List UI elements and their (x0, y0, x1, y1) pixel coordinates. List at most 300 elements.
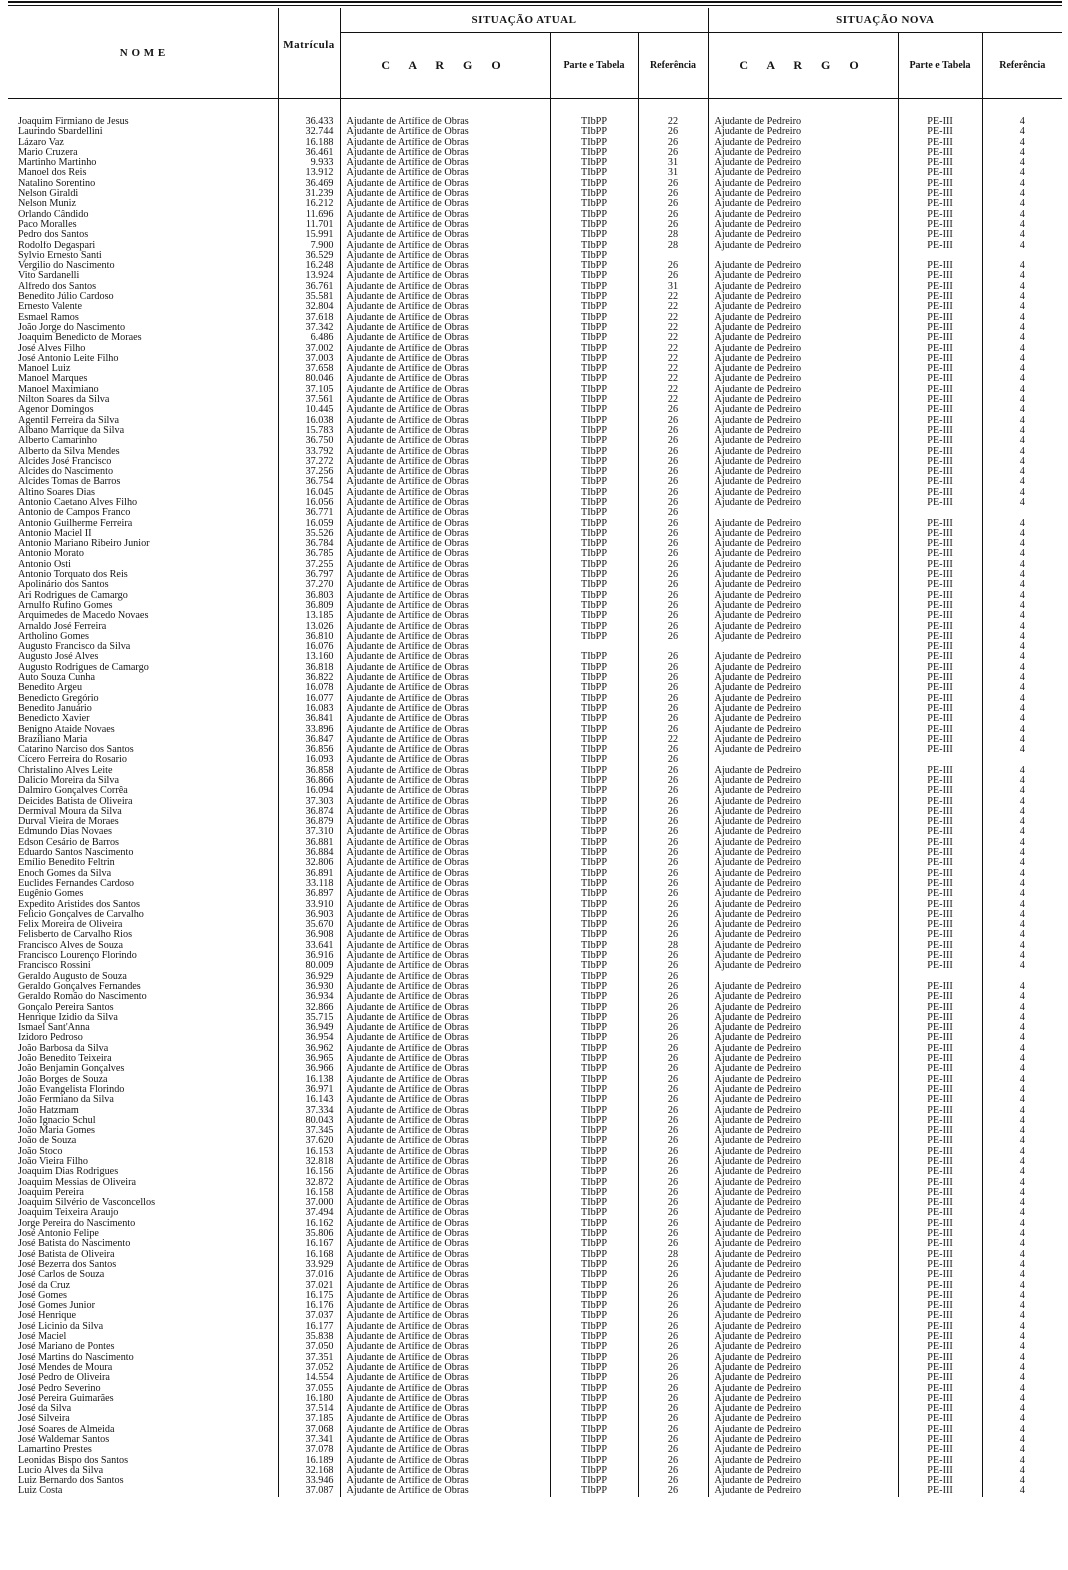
row-cargo-nova: Ajudante de Pedreiro (708, 1373, 898, 1383)
row-parte-nova: PE-III (898, 1167, 982, 1177)
row-referencia-atual: 26 (638, 1445, 708, 1455)
row-matricula: 37.052 (278, 1363, 340, 1373)
table-row (8, 1239, 1062, 1249)
row-nome: Deicides Batista de Oliveira (18, 796, 133, 807)
row-referencia-atual: 26 (638, 1178, 708, 1188)
row-referencia-nova (982, 251, 1062, 261)
row-nome: José Licinio da Silva (18, 1321, 104, 1332)
row-nome: José Silveira (18, 1414, 70, 1425)
row-parte-nova: PE-III (898, 1414, 982, 1424)
row-cargo-nova: Ajudante de Pedreiro (708, 838, 898, 848)
row-parte-nova: PE-III (898, 1301, 982, 1311)
row-parte-atual: TIbPP (550, 158, 638, 168)
row-parte-nova: PE-III (898, 807, 982, 817)
row-referencia-atual: 26 (638, 910, 708, 920)
row-parte-nova: PE-III (898, 199, 982, 209)
row-nome: José Mariano de Pontes (18, 1342, 115, 1353)
table-row (8, 488, 1062, 498)
row-referencia-nova: 4 (982, 271, 1062, 281)
row-nome: José Pedro Severino (18, 1383, 101, 1394)
table-row (8, 652, 1062, 662)
row-matricula: 36.949 (278, 1023, 340, 1033)
row-parte-atual: TIbPP (550, 1054, 638, 1064)
row-parte-nova: PE-III (898, 292, 982, 302)
table-row (8, 930, 1062, 940)
row-referencia-atual: 26 (638, 992, 708, 1002)
row-cargo-atual: Ajudante de Artífice de Obras (340, 189, 550, 199)
row-parte-nova: PE-III (898, 1322, 982, 1332)
row-cargo-nova: Ajudante de Pedreiro (708, 570, 898, 580)
row-cargo-atual: Ajudante de Artífice de Obras (340, 1281, 550, 1291)
table-row (8, 611, 1062, 621)
row-parte-nova: PE-III (898, 1188, 982, 1198)
table-row (8, 1198, 1062, 1208)
row-nome: Orlando Cândido (18, 209, 89, 220)
row-referencia-atual: 26 (638, 1044, 708, 1054)
table-row (8, 477, 1062, 487)
row-cargo-atual: Ajudante de Artífice de Obras (340, 673, 550, 683)
row-parte-nova: PE-III (898, 704, 982, 714)
row-cargo-atual: Ajudante de Artífice de Obras (340, 138, 550, 148)
row-cargo-atual: Ajudante de Artífice de Obras (340, 158, 550, 168)
row-referencia-atual: 28 (638, 941, 708, 951)
row-parte-nova: PE-III (898, 1064, 982, 1074)
table-row (8, 694, 1062, 704)
row-matricula: 33.118 (278, 879, 340, 889)
row-referencia-atual: 26 (638, 1322, 708, 1332)
row-nome: Antonio Torquato dos Reis (18, 570, 128, 581)
table-row (8, 1291, 1062, 1301)
row-referencia-nova: 4 (982, 1188, 1062, 1198)
row-cargo-nova: Ajudante de Pedreiro (708, 1003, 898, 1013)
table-row (8, 354, 1062, 364)
row-matricula: 32.806 (278, 858, 340, 868)
row-matricula: 36.841 (278, 714, 340, 724)
row-cargo-nova: Ajudante de Pedreiro (708, 601, 898, 611)
row-parte-nova: PE-III (898, 1106, 982, 1116)
row-parte-atual: TIbPP (550, 1281, 638, 1291)
row-parte-nova: PE-III (898, 694, 982, 704)
row-parte-nova: PE-III (898, 1157, 982, 1167)
row-parte-atual: TIbPP (550, 951, 638, 961)
row-nome: Catarino Narciso dos Santos (18, 745, 134, 756)
row-referencia-atual: 26 (638, 580, 708, 590)
row-nome: Antonio Osti (18, 559, 71, 570)
row-parte-nova: PE-III (898, 1178, 982, 1188)
row-referencia-nova: 4 (982, 1476, 1062, 1486)
table-row (8, 1157, 1062, 1167)
row-parte-atual: TIbPP (550, 1291, 638, 1301)
row-parte-atual: TIbPP (550, 694, 638, 704)
row-cargo-atual: Ajudante de Artífice de Obras (340, 457, 550, 467)
row-parte-atual: TIbPP (550, 652, 638, 662)
row-referencia-atual: 26 (638, 900, 708, 910)
row-parte-atual: TIbPP (550, 1219, 638, 1229)
table-row (8, 580, 1062, 590)
row-referencia-nova: 4 (982, 1445, 1062, 1455)
row-matricula: 13.185 (278, 611, 340, 621)
row-parte-nova: PE-III (898, 951, 982, 961)
row-nome: Lucio Alves da Silva (18, 1465, 104, 1476)
table-row (8, 1116, 1062, 1126)
row-referencia-atual: 26 (638, 961, 708, 971)
row-parte-atual: TIbPP (550, 1085, 638, 1095)
row-cargo-nova: Ajudante de Pedreiro (708, 1136, 898, 1146)
row-referencia-atual: 26 (638, 1456, 708, 1466)
row-parte-nova: PE-III (898, 1260, 982, 1270)
row-referencia-nova: 4 (982, 622, 1062, 632)
table-row (8, 1384, 1062, 1394)
row-nome: Edson Cesário de Barros (18, 837, 120, 848)
row-cargo-atual: Ajudante de Artífice de Obras (340, 694, 550, 704)
row-parte-atual: TIbPP (550, 900, 638, 910)
row-cargo-nova: Ajudante de Pedreiro (708, 745, 898, 755)
row-cargo-nova: Ajudante de Pedreiro (708, 261, 898, 271)
row-referencia-atual: 26 (638, 488, 708, 498)
row-nome: Manoel Maximiano (18, 384, 99, 395)
row-cargo-atual: Ajudante de Artífice de Obras (340, 632, 550, 642)
row-matricula: 35.670 (278, 920, 340, 930)
row-referencia-nova: 4 (982, 735, 1062, 745)
row-matricula: 36.809 (278, 601, 340, 611)
row-parte-atual: TIbPP (550, 766, 638, 776)
row-parte-nova: PE-III (898, 426, 982, 436)
row-parte-nova: PE-III (898, 879, 982, 889)
row-referencia-atual (638, 642, 708, 652)
row-nome: Felix Moreira de Oliveira (18, 920, 123, 931)
row-nome: Euclides Fernandes Cardoso (18, 878, 134, 889)
row-referencia-nova: 4 (982, 1208, 1062, 1218)
row-referencia-atual: 26 (638, 786, 708, 796)
row-nome: Arnulfo Rufino Gomes (18, 600, 113, 611)
row-parte-atual: TIbPP (550, 292, 638, 302)
row-nome: Manoel dos Reis (18, 168, 87, 179)
table-row (8, 344, 1062, 354)
row-referencia-atual: 26 (638, 1394, 708, 1404)
row-nome: Mario Cruzera (18, 147, 78, 158)
table-row (8, 364, 1062, 374)
table-row (8, 148, 1062, 158)
table-row (8, 1136, 1062, 1146)
col-parte-atual: Parte e Tabela (550, 33, 638, 99)
row-nome: Lamartino Prestes (18, 1445, 92, 1456)
table-row (8, 1054, 1062, 1064)
row-parte-nova: PE-III (898, 838, 982, 848)
table-row (8, 1445, 1062, 1455)
row-cargo-nova: Ajudante de Pedreiro (708, 652, 898, 662)
row-cargo-atual: Ajudante de Artífice de Obras (340, 776, 550, 786)
row-matricula: 37.002 (278, 344, 340, 354)
row-parte-nova: PE-III (898, 1116, 982, 1126)
row-referencia-nova: 4 (982, 869, 1062, 879)
row-cargo-nova: Ajudante de Pedreiro (708, 395, 898, 405)
row-matricula: 11.701 (278, 220, 340, 230)
row-parte-nova: PE-III (898, 591, 982, 601)
table-row (8, 1178, 1062, 1188)
table-row (8, 1250, 1062, 1260)
row-referencia-atual: 26 (638, 457, 708, 467)
row-referencia-nova: 4 (982, 941, 1062, 951)
row-referencia-nova: 4 (982, 519, 1062, 529)
table-row (8, 416, 1062, 426)
row-referencia-nova: 4 (982, 1147, 1062, 1157)
row-matricula: 37.561 (278, 395, 340, 405)
row-referencia-nova: 4 (982, 714, 1062, 724)
row-referencia-nova: 4 (982, 910, 1062, 920)
row-parte-nova: PE-III (898, 601, 982, 611)
row-nome: Joaquim Pereira (18, 1187, 84, 1198)
row-referencia-atual: 26 (638, 797, 708, 807)
row-matricula: 16.056 (278, 498, 340, 508)
row-nome: Antonio Guilherme Ferreira (18, 518, 133, 529)
row-cargo-atual: Ajudante de Artífice de Obras (340, 179, 550, 189)
row-parte-atual: TIbPP (550, 1353, 638, 1363)
row-cargo-nova: Ajudante de Pedreiro (708, 477, 898, 487)
row-matricula: 32.872 (278, 1178, 340, 1188)
row-referencia-nova: 4 (982, 920, 1062, 930)
row-referencia-nova: 4 (982, 652, 1062, 662)
row-referencia-atual: 22 (638, 302, 708, 312)
row-parte-nova: PE-III (898, 374, 982, 384)
row-referencia-atual: 26 (638, 807, 708, 817)
row-parte-atual: TIbPP (550, 745, 638, 755)
row-referencia-atual: 26 (638, 405, 708, 415)
row-cargo-nova: Ajudante de Pedreiro (708, 1085, 898, 1095)
row-cargo-nova: Ajudante de Pedreiro (708, 271, 898, 281)
row-parte-nova: PE-III (898, 179, 982, 189)
row-parte-atual: TIbPP (550, 1425, 638, 1435)
row-cargo-nova: Ajudante de Pedreiro (708, 714, 898, 724)
row-matricula: 37.341 (278, 1435, 340, 1445)
row-referencia-nova: 4 (982, 138, 1062, 148)
row-matricula: 37.055 (278, 1384, 340, 1394)
row-referencia-nova: 4 (982, 982, 1062, 992)
col-cargo-nova: C A R G O (708, 33, 898, 99)
table-row (8, 1260, 1062, 1270)
row-referencia-atual: 28 (638, 1250, 708, 1260)
table-row (8, 230, 1062, 240)
row-nome: Expedito Aristides dos Santos (18, 899, 140, 910)
row-parte-nova: PE-III (898, 302, 982, 312)
row-matricula: 16.167 (278, 1239, 340, 1249)
row-parte-nova: PE-III (898, 900, 982, 910)
row-parte-atual: TIbPP (550, 683, 638, 693)
row-parte-nova: PE-III (898, 1013, 982, 1023)
row-cargo-atual: Ajudante de Artífice de Obras (340, 1023, 550, 1033)
row-referencia-atual: 26 (638, 271, 708, 281)
row-referencia-atual: 26 (638, 1384, 708, 1394)
row-cargo-atual: Ajudante de Artífice de Obras (340, 1116, 550, 1126)
row-parte-nova: PE-III (898, 869, 982, 879)
row-referencia-atual: 26 (638, 1353, 708, 1363)
row-cargo-atual: Ajudante de Artífice de Obras (340, 1342, 550, 1352)
row-cargo-nova: Ajudante de Pedreiro (708, 1384, 898, 1394)
row-parte-atual: TIbPP (550, 1178, 638, 1188)
row-parte-nova: PE-III (898, 1270, 982, 1280)
row-referencia-atual: 26 (638, 1281, 708, 1291)
row-matricula: 16.153 (278, 1147, 340, 1157)
table-row (8, 395, 1062, 405)
row-parte-atual: TIbPP (550, 199, 638, 209)
row-parte-nova: PE-III (898, 632, 982, 642)
row-cargo-atual: Ajudante de Artífice de Obras (340, 1404, 550, 1414)
table-row (8, 302, 1062, 312)
row-referencia-atual: 26 (638, 1425, 708, 1435)
row-matricula: 37.021 (278, 1281, 340, 1291)
row-nome: Dermival Moura da Silva (18, 806, 122, 817)
row-referencia-atual: 26 (638, 1435, 708, 1445)
row-matricula: 31.239 (278, 189, 340, 199)
row-referencia-atual: 26 (638, 1023, 708, 1033)
row-nome: José Mendes de Moura (18, 1362, 113, 1373)
row-parte-atual: TIbPP (550, 1342, 638, 1352)
row-parte-nova: PE-III (898, 261, 982, 271)
row-matricula: 80.009 (278, 961, 340, 971)
row-cargo-nova: Ajudante de Pedreiro (708, 735, 898, 745)
table-row (8, 632, 1062, 642)
row-nome: Martinho Martinho (18, 158, 97, 169)
row-referencia-atual: 26 (638, 889, 708, 899)
row-matricula: 36.818 (278, 663, 340, 673)
row-parte-atual: TIbPP (550, 220, 638, 230)
row-cargo-nova: Ajudante de Pedreiro (708, 1476, 898, 1486)
row-cargo-nova: Ajudante de Pedreiro (708, 457, 898, 467)
row-referencia-atual: 26 (638, 827, 708, 837)
row-parte-nova: PE-III (898, 282, 982, 292)
row-referencia-nova: 4 (982, 1456, 1062, 1466)
row-cargo-atual: Ajudante de Artífice de Obras (340, 642, 550, 652)
row-nome: José da Silva (18, 1404, 72, 1415)
row-parte-atual: TIbPP (550, 704, 638, 714)
row-parte-atual: TIbPP (550, 498, 638, 508)
table-row (8, 848, 1062, 858)
row-cargo-nova: Ajudante de Pedreiro (708, 127, 898, 137)
row-nome: Luiz Costa (18, 1486, 63, 1497)
row-cargo-atual: Ajudante de Artífice de Obras (340, 1003, 550, 1013)
row-cargo-nova: Ajudante de Pedreiro (708, 148, 898, 158)
table-row (8, 333, 1062, 343)
row-referencia-atual: 26 (638, 179, 708, 189)
row-referencia-atual: 26 (638, 1003, 708, 1013)
row-referencia-nova: 4 (982, 1322, 1062, 1332)
row-nome: Geraldo Romão do Nascimento (18, 992, 147, 1003)
row-cargo-nova: Ajudante de Pedreiro (708, 1178, 898, 1188)
row-referencia-atual: 26 (638, 1229, 708, 1239)
row-referencia-atual: 26 (638, 447, 708, 457)
row-parte-atual: TIbPP (550, 735, 638, 745)
row-parte-atual: TIbPP (550, 1003, 638, 1013)
row-cargo-nova: Ajudante de Pedreiro (708, 416, 898, 426)
row-cargo-atual: Ajudante de Artífice de Obras (340, 745, 550, 755)
row-nome: Enoch Gomes da Silva (18, 868, 112, 879)
row-referencia-atual: 26 (638, 663, 708, 673)
row-referencia-nova: 4 (982, 900, 1062, 910)
row-referencia-atual: 26 (638, 838, 708, 848)
row-parte-atual: TIbPP (550, 601, 638, 611)
row-referencia-atual: 26 (638, 652, 708, 662)
row-referencia-nova: 4 (982, 1054, 1062, 1064)
row-parte-atual: TIbPP (550, 1311, 638, 1321)
row-referencia-nova: 4 (982, 374, 1062, 384)
row-referencia-nova: 4 (982, 447, 1062, 457)
row-nome: Rodolfo Degaspari (18, 240, 96, 251)
row-cargo-nova: Ajudante de Pedreiro (708, 580, 898, 590)
row-parte-nova: PE-III (898, 127, 982, 137)
row-referencia-atual: 26 (638, 1363, 708, 1373)
table-row (8, 858, 1062, 868)
row-cargo-nova: Ajudante de Pedreiro (708, 405, 898, 415)
row-parte-nova: PE-III (898, 858, 982, 868)
row-parte-atual: TIbPP (550, 1301, 638, 1311)
row-referencia-nova: 4 (982, 632, 1062, 642)
row-parte-nova (898, 972, 982, 982)
row-parte-nova: PE-III (898, 1435, 982, 1445)
row-nome: Durval Vieira de Moraes (18, 817, 119, 828)
row-referencia-nova (982, 755, 1062, 765)
row-cargo-nova (708, 251, 898, 261)
table-row (8, 1281, 1062, 1291)
row-cargo-nova: Ajudante de Pedreiro (708, 230, 898, 240)
row-cargo-nova: Ajudante de Pedreiro (708, 1363, 898, 1373)
row-referencia-nova: 4 (982, 405, 1062, 415)
row-cargo-atual: Ajudante de Artífice de Obras (340, 1250, 550, 1260)
row-parte-nova: PE-III (898, 776, 982, 786)
table-row (8, 1147, 1062, 1157)
row-referencia-nova: 4 (982, 601, 1062, 611)
row-nome: Joaquim Dias Rodrigues (18, 1167, 119, 1178)
row-referencia-nova: 4 (982, 1332, 1062, 1342)
row-cargo-nova: Ajudante de Pedreiro (708, 1281, 898, 1291)
row-cargo-nova: Ajudante de Pedreiro (708, 1033, 898, 1043)
row-parte-atual: TIbPP (550, 1033, 638, 1043)
table-row (8, 271, 1062, 281)
row-parte-atual: TIbPP (550, 138, 638, 148)
row-referencia-nova: 4 (982, 961, 1062, 971)
row-referencia-atual: 26 (638, 1466, 708, 1476)
row-nome: João Jorge do Nascimento (18, 322, 126, 333)
row-parte-nova: PE-III (898, 920, 982, 930)
table-row (8, 457, 1062, 467)
row-referencia-nova: 4 (982, 838, 1062, 848)
row-parte-nova: PE-III (898, 1476, 982, 1486)
row-referencia-atual: 26 (638, 261, 708, 271)
row-cargo-nova: Ajudante de Pedreiro (708, 1106, 898, 1116)
table-row (8, 292, 1062, 302)
row-cargo-nova: Ajudante de Pedreiro (708, 282, 898, 292)
row-cargo-atual: Ajudante de Artífice de Obras (340, 1260, 550, 1270)
row-referencia-atual: 31 (638, 282, 708, 292)
table-row (8, 1404, 1062, 1414)
row-parte-nova: PE-III (898, 1239, 982, 1249)
row-cargo-atual: Ajudante de Artífice de Obras (340, 148, 550, 158)
row-nome: José Batista de Oliveira (18, 1249, 115, 1260)
row-parte-atual: TIbPP (550, 992, 638, 1002)
row-referencia-nova: 4 (982, 827, 1062, 837)
row-matricula: 36.771 (278, 508, 340, 518)
row-cargo-atual: Ajudante de Artífice de Obras (340, 385, 550, 395)
row-parte-nova: PE-III (898, 405, 982, 415)
row-cargo-nova: Ajudante de Pedreiro (708, 179, 898, 189)
row-cargo-atual: Ajudante de Artífice de Obras (340, 395, 550, 405)
row-parte-atual: TIbPP (550, 1363, 638, 1373)
table-row (8, 725, 1062, 735)
row-parte-nova: PE-III (898, 1332, 982, 1342)
row-parte-atual: TIbPP (550, 271, 638, 281)
row-parte-atual: TIbPP (550, 127, 638, 137)
row-referencia-nova: 4 (982, 436, 1062, 446)
row-referencia-atual: 26 (638, 1095, 708, 1105)
row-nome: Nelson Muniz (18, 199, 77, 210)
